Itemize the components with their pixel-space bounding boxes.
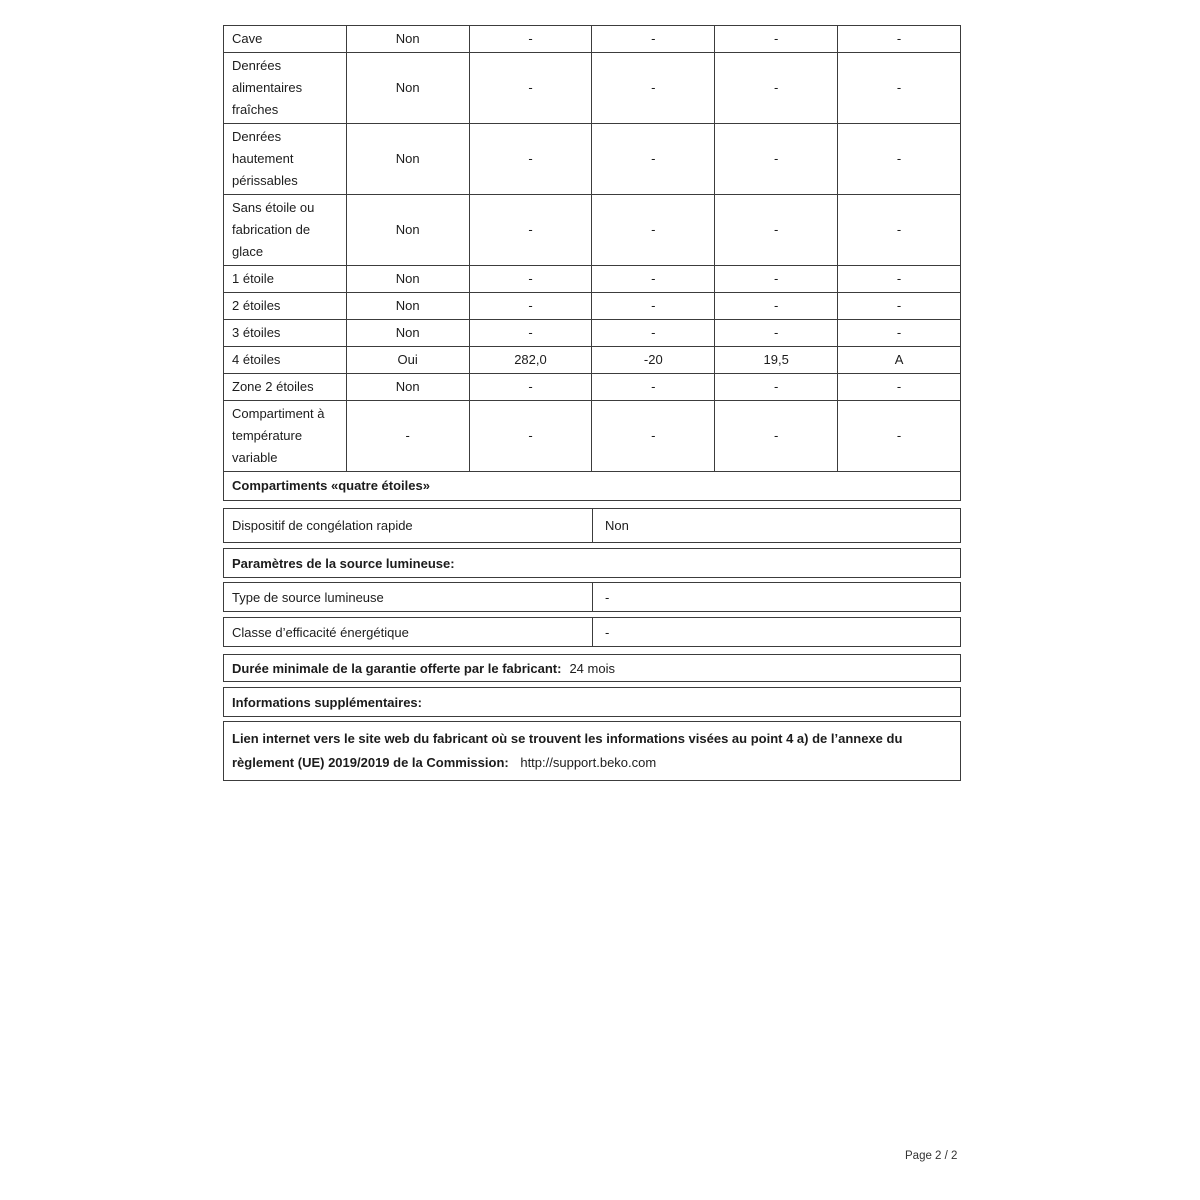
- cell-value: -: [592, 320, 715, 347]
- row-label: Denrées hautement périssables: [224, 124, 347, 195]
- cell-value: Non: [346, 195, 469, 266]
- table-row: [224, 374, 961, 401]
- light-source-header-row: [223, 548, 961, 578]
- table-row: [224, 266, 961, 293]
- cell-value: -: [592, 293, 715, 320]
- field-value: 24 mois: [569, 660, 615, 676]
- additional-info-row: [223, 687, 961, 717]
- cell-value: -: [715, 401, 838, 472]
- compartment-table: [223, 25, 961, 501]
- cell-value: -: [469, 401, 592, 472]
- table-row: [224, 347, 961, 374]
- fast-freeze-row: [223, 508, 961, 543]
- cell-value: Non: [346, 374, 469, 401]
- product-fiche: [223, 25, 961, 781]
- section-row: [224, 472, 961, 501]
- row-label: 1 étoile: [224, 266, 347, 293]
- row-label: 4 étoiles: [224, 347, 347, 374]
- cell-value: -: [469, 124, 592, 195]
- cell-value: -: [592, 266, 715, 293]
- section-header: Informations supplémentaires:: [232, 694, 422, 710]
- row-label: 2 étoiles: [224, 293, 347, 320]
- field-value: -: [605, 589, 610, 605]
- table-row: [224, 195, 961, 266]
- cell-value: -: [715, 293, 838, 320]
- cell-value: -: [592, 124, 715, 195]
- field-value: -: [605, 624, 610, 640]
- cell-value: Non: [346, 53, 469, 124]
- light-class-row: [223, 617, 961, 647]
- cell-value: -: [715, 266, 838, 293]
- cell-value: -: [715, 320, 838, 347]
- cell-value: -: [592, 26, 715, 53]
- cell-value: Oui: [346, 347, 469, 374]
- warranty-cell: [224, 655, 960, 681]
- row-label: Zone 2 étoiles: [224, 374, 347, 401]
- cell-value: A: [838, 347, 961, 374]
- cell-value: -: [838, 124, 961, 195]
- table-row: [224, 53, 961, 124]
- cell-value: -: [469, 53, 592, 124]
- cell-value: 282,0: [469, 347, 592, 374]
- light-type-row: [223, 582, 961, 612]
- field-label: Type de source lumineuse: [224, 583, 593, 611]
- cell-value: -: [838, 26, 961, 53]
- cell-value: -: [838, 320, 961, 347]
- warranty-row: [223, 654, 961, 682]
- manufacturer-url: http://support.beko.com: [520, 755, 657, 770]
- cell-value: 19,5: [715, 347, 838, 374]
- field-label: Dispositif de congélation rapide: [224, 509, 593, 542]
- cell-value: -: [715, 124, 838, 195]
- cell-value: Non: [346, 293, 469, 320]
- cell-value: -: [715, 374, 838, 401]
- cell-value: -: [469, 320, 592, 347]
- section-title: Compartiments «quatre étoiles»: [224, 472, 961, 501]
- cell-value: -: [838, 53, 961, 124]
- cell-value: -: [838, 293, 961, 320]
- cell-value: -: [838, 374, 961, 401]
- table-row: [224, 26, 961, 53]
- cell-value: -: [469, 26, 592, 53]
- section-header: Paramètres de la source lumineuse:: [232, 555, 455, 571]
- cell-value: -: [715, 26, 838, 53]
- cell-value: -: [715, 195, 838, 266]
- table-row: [224, 124, 961, 195]
- field-label: Durée minimale de la garantie offerte par le fabricant:: [232, 660, 562, 676]
- cell-value: Non: [346, 320, 469, 347]
- cell-value: -: [346, 401, 469, 472]
- cell-value: -: [469, 293, 592, 320]
- cell-value: -20: [592, 347, 715, 374]
- cell-value: Non: [346, 266, 469, 293]
- cell-value: -: [838, 195, 961, 266]
- cell-value: -: [838, 401, 961, 472]
- table-row: [224, 401, 961, 472]
- field-label: Lien internet vers le site web du fabricant où se trouvent les informations visées au point 4 a) de l’annexe du règlement (UE) 2019/2019 de la Commission:: [232, 731, 903, 770]
- cell-value: -: [592, 53, 715, 124]
- row-label: Compartiment à température variable: [224, 401, 347, 472]
- row-label: Cave: [224, 26, 347, 53]
- cell-value: -: [592, 195, 715, 266]
- cell-value: -: [469, 374, 592, 401]
- cell-value: -: [469, 266, 592, 293]
- cell-value: -: [592, 401, 715, 472]
- cell-value: -: [715, 53, 838, 124]
- table-row: [224, 320, 961, 347]
- cell-value: Non: [346, 26, 469, 53]
- row-label: Sans étoile ou fabrication de glace: [224, 195, 347, 266]
- row-label: 3 étoiles: [224, 320, 347, 347]
- page-number: Page 2 / 2: [905, 1150, 958, 1162]
- table-row: [224, 293, 961, 320]
- cell-value: -: [838, 266, 961, 293]
- cell-value: -: [592, 374, 715, 401]
- row-label: Denrées alimentaires fraîches: [224, 53, 347, 124]
- manufacturer-link-row: [223, 721, 961, 781]
- link-cell: [224, 722, 960, 780]
- field-value: Non: [605, 518, 629, 533]
- cell-value: Non: [346, 124, 469, 195]
- cell-value: -: [469, 195, 592, 266]
- field-label: Classe d’efficacité énergétique: [224, 618, 593, 646]
